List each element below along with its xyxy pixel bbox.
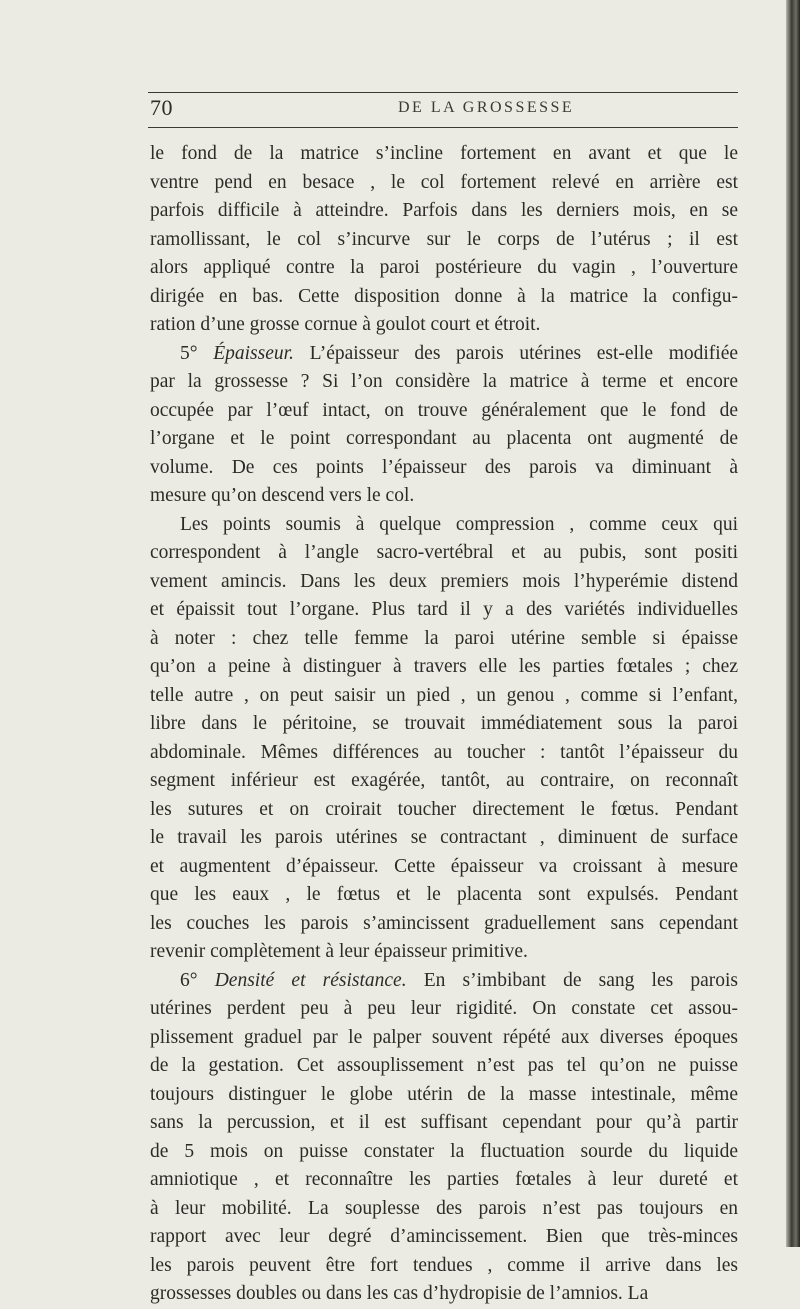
text-line — [150, 881, 738, 910]
line-text: vement amincis. Dans les deux premiers mois l’hyperémie distend — [150, 570, 738, 592]
line-text: de 5 mois on puisse constater la fluctuation sourde du liquide — [150, 1140, 738, 1162]
line-text: dirigée en bas. Cette disposition donne à la matrice la configu- — [150, 285, 738, 307]
text-line — [150, 511, 738, 540]
text-line — [150, 482, 738, 511]
text-line — [150, 140, 738, 169]
line-text: amniotique , et reconnaître les parties fœtales à leur dureté et — [150, 1169, 738, 1190]
text-line — [150, 254, 738, 283]
header-rule-bottom — [148, 127, 738, 128]
text-line — [150, 1138, 738, 1167]
line-text: que les eaux , le fœtus et le placenta sont expulsés. Pendant — [150, 884, 738, 905]
line-text: revenir complètement à leur épaisseur primitive. — [150, 941, 528, 962]
line-text: le travail les parois utérines se contractant , diminuent de surface — [150, 827, 738, 848]
line-text: alors appliqué contre la paroi postérieure du vagin , l’ouverture — [150, 257, 738, 278]
line-text: En s’imbibant de sang les parois — [423, 969, 739, 991]
line-text: occupée par l’œuf intact, on trouve généralement que le fond de — [150, 399, 738, 421]
line-text: les parois peuvent être fort tendues , comme il arrive dans les — [150, 1254, 738, 1276]
text-line — [150, 710, 738, 739]
section-number: 6° — [180, 969, 198, 991]
text-line — [150, 682, 738, 711]
line-text: correspondent à l’angle sacro-vertébral et au pubis, sont positi — [150, 542, 738, 563]
text-line — [150, 425, 738, 454]
text-line — [150, 767, 738, 796]
text-line — [150, 967, 738, 996]
line-text: grossesses doubles ou dans les cas d’hydropisie de l’amnios. La — [150, 1283, 649, 1304]
line-text: parfois difficile à atteindre. Parfois dans les derniers mois, en se — [150, 200, 738, 221]
line-text: à noter : chez telle femme la paroi utérine semble si épaisse — [150, 627, 738, 649]
text-line — [150, 283, 738, 312]
text-line — [150, 910, 738, 939]
text-line — [150, 1223, 738, 1252]
text-line — [150, 169, 738, 198]
line-text: rapport avec leur degré d’amincissement. Bien que très-minces — [150, 1226, 738, 1247]
section-heading: Épaisseur. — [213, 342, 294, 364]
text-line — [150, 853, 738, 882]
text-line — [150, 568, 738, 597]
line-text: les sutures et on croirait toucher directement le fœtus. Pendant — [150, 798, 738, 820]
line-text: volume. De ces points l’épaisseur des parois va diminuant à — [150, 456, 738, 478]
text-line — [150, 454, 738, 483]
text-line — [150, 938, 738, 967]
text-line — [150, 625, 738, 654]
line-text: telle autre , on peut saisir un pied , un genou , comme si l’enfant, — [150, 684, 738, 706]
text-line — [150, 596, 738, 625]
section-number: 5° — [180, 342, 198, 364]
line-text: par la grossesse ? Si l’on considère la matrice à terme et encore — [150, 371, 738, 392]
text-line — [150, 653, 738, 682]
page-number: 70 — [150, 95, 173, 120]
text-line — [150, 1109, 738, 1138]
running-head: DE LA GROSSESSE — [398, 99, 575, 116]
line-text: et épaissit tout l’organe. Plus tard il y a des variétés individuelles — [150, 599, 738, 620]
line-text: libre dans le péritoine, se trouvait immédiatement sous la paroi — [150, 713, 738, 734]
text-line — [150, 397, 738, 426]
page-header — [150, 93, 740, 123]
text-line — [150, 1195, 738, 1224]
section-heading: Densité et résistance. — [214, 969, 407, 991]
text-line — [150, 1081, 738, 1110]
line-text: mesure qu’on descend vers le col. — [150, 485, 415, 506]
line-text: les couches les parois s’amincissent graduellement sans cependant — [150, 912, 738, 934]
text-line — [150, 1024, 738, 1053]
text-line — [150, 368, 738, 397]
text-line — [150, 340, 738, 369]
text-line — [150, 1166, 738, 1195]
text-line — [150, 824, 738, 853]
text-line — [150, 995, 738, 1024]
line-text: ramollissant, le col s’incurve sur le corps de l’utérus ; il est — [150, 228, 738, 250]
line-text: abdominale. Mêmes différences au toucher : tantôt l’épaisseur du — [150, 741, 738, 763]
text-line — [150, 539, 738, 568]
line-text: le fond de la matrice s’incline fortement en avant et que le — [150, 143, 738, 164]
line-text: Les points soumis à quelque compression , comme ceux qui — [180, 513, 738, 535]
line-text: à leur mobilité. La souplesse des parois n’est pas toujours en — [150, 1197, 738, 1219]
line-text: l’organe et le point correspondant au placenta ont augmenté de — [150, 428, 738, 449]
line-text: segment inférieur est exagérée, tantôt, au contraire, on reconnaît — [150, 770, 738, 791]
line-text: plissement graduel par le palper souvent répété aux diverses époques — [150, 1026, 738, 1048]
page-edge-shadow — [786, 0, 800, 1247]
line-text: ventre pend en besace , le col fortement relevé en arrière est — [150, 171, 738, 193]
text-line — [150, 1252, 738, 1281]
text-line — [150, 1052, 738, 1081]
text-line — [150, 311, 738, 340]
text-line — [150, 197, 738, 226]
text-line — [150, 796, 738, 825]
line-text: et augmentent d’épaisseur. Cette épaisseur va croissant à mesure — [150, 855, 738, 877]
line-text: utérines perdent peu à peu leur rigidité. On constate cet assou- — [150, 998, 738, 1019]
line-text: sans la percussion, et il est suffisant cependant pour qu’à partir — [150, 1112, 738, 1133]
line-text: L’épaisseur des parois utérines est-elle modifiée — [309, 342, 739, 364]
line-text: toujours distinguer le globe utérin de la masse intestinale, même — [150, 1083, 738, 1105]
line-text: qu’on a peine à distinguer à travers elle les parties fœtales ; chez — [150, 656, 738, 677]
text-line — [150, 739, 738, 768]
text-line — [150, 1280, 738, 1309]
line-text: de la gestation. Cet assouplissement n’est pas tel qu’on ne puisse — [150, 1055, 738, 1076]
body-text — [150, 140, 738, 1309]
line-text: ration d’une grosse cornue à goulot court et étroit. — [150, 314, 541, 335]
text-line — [150, 226, 738, 255]
